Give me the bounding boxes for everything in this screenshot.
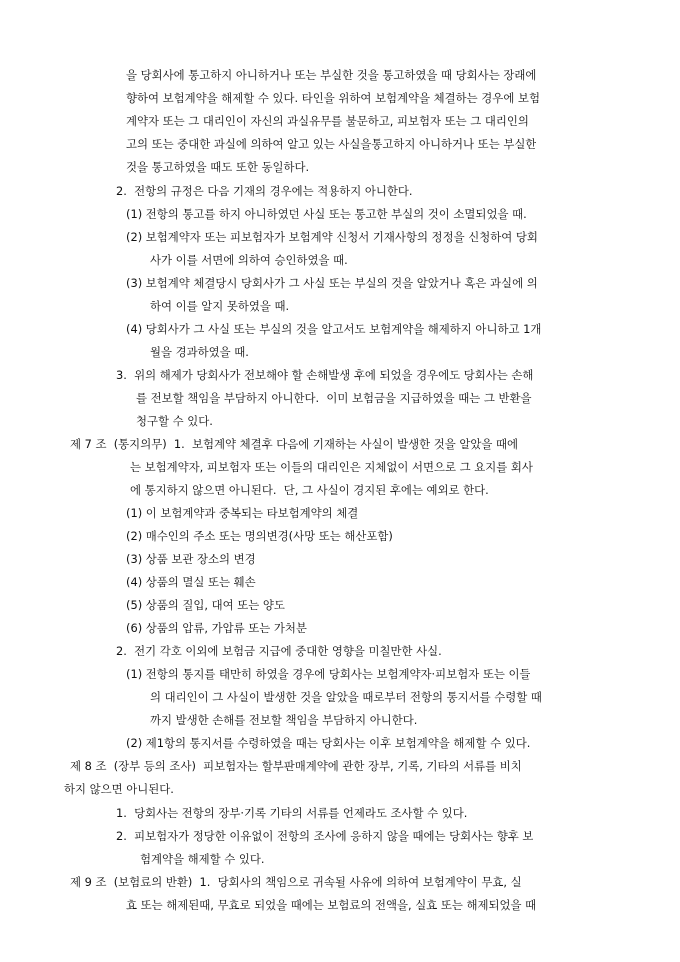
text-line: (4) 상품의 멸실 또는 훼손 — [126, 575, 256, 589]
text-line: (2) 제1항의 통지서를 수령하였을 때는 당회사는 이후 보험계약을 해제할 수 있다. — [126, 736, 531, 750]
text-line: (4) 당회사가 그 사실 또는 부실의 것을 알고서도 보험계약을 해제하지 아니하고 1개 — [126, 322, 542, 336]
text-line: 까지 발생한 손해를 전보할 책임을 부담하지 아니한다. — [150, 713, 418, 727]
text-line: 제 7 조 (통지의무) 1. 보험계약 체결후 다음에 기재하는 사실이 발생한 것을 알았을 때에 — [70, 437, 519, 451]
text-line: 제 9 조 (보험료의 반환) 1. 당회사의 책임으로 귀속될 사유에 의하여 보험계약이 무효, 실 — [70, 875, 522, 889]
text-line: 을 당회사에 통고하지 아니하거나 또는 부실한 것을 통고하였을 때 당회사는 장래에 — [126, 68, 537, 82]
text-line: 의 대리인이 그 사실이 발생한 것을 알았을 때로부터 전항의 통지서를 수령할 때 — [150, 690, 542, 704]
text-line: 계약자 또는 그 대리인이 자신의 과실유무를 불문하고, 피보험자 또는 그 대리인의 — [126, 114, 529, 128]
text-line: (1) 전항의 통고를 하지 아니하였던 사실 또는 통고한 부실의 것이 소멸되었을 때. — [126, 207, 527, 221]
text-line: 를 전보할 책임을 부담하지 아니한다. 이미 보험금을 지급하였을 때는 그 반환을 — [136, 391, 532, 405]
text-line: 2. 전기 각호 이외에 보험금 지급에 중대한 영향을 미칠만한 사실. — [116, 644, 442, 658]
text-line: 효 또는 해제된때, 무효로 되었을 때에는 보험료의 전액을, 실효 또는 해제되었을 때 — [126, 898, 537, 912]
text-line: 1. 당회사는 전항의 장부·기록 기타의 서류를 언제라도 조사할 수 있다. — [116, 806, 468, 820]
text-line: 험계약을 해제할 수 있다. — [140, 852, 265, 866]
text-line: 고의 또는 중대한 과실에 의하여 알고 있는 사실을통고하지 아니하거나 또는 부실한 — [126, 137, 537, 151]
text-line: 는 보험계약자, 피보험자 또는 이들의 대리인은 지체없이 서면으로 그 요지를 회사 — [130, 460, 533, 474]
text-line: 에 통지하지 않으면 아니된다. 단, 그 사실이 경지된 후에는 예외로 한다. — [130, 483, 489, 497]
text-line: 하지 않으면 아니된다. — [64, 782, 174, 796]
text-line: (6) 상품의 압류, 가압류 또는 가처분 — [126, 621, 307, 635]
text-line: 월을 경과하였을 때. — [150, 345, 249, 359]
text-line: 하여 이를 알지 못하였을 때. — [150, 299, 290, 313]
text-line: (3) 상품 보관 장소의 변경 — [126, 552, 256, 566]
text-line: 2. 전항의 규정은 다음 기재의 경우에는 적용하지 아니한다. — [116, 184, 413, 198]
text-line: (3) 보험계약 체결당시 당회사가 그 사실 또는 부실의 것을 알았거나 혹은 과실에 의 — [126, 276, 538, 290]
text-line: 사가 이를 서면에 의하여 승인하였을 때. — [150, 253, 348, 267]
text-line: 제 8 조 (장부 등의 조사) 피보험자는 할부판매계약에 관한 장부, 기록, 기타의 서류를 비치 — [70, 759, 522, 773]
text-line: 3. 위의 해제가 당회사가 전보해야 할 손해발생 후에 되었을 경우에도 당회사는 손해 — [116, 368, 534, 382]
text-line: 청구할 수 있다. — [136, 414, 213, 428]
text-line: (1) 이 보험계약과 중복되는 타보험계약의 체결 — [126, 506, 359, 520]
text-line: 2. 피보험자가 정당한 이유없이 전항의 조사에 응하지 않을 때에는 당회사는 향후 보 — [116, 829, 534, 843]
text-line: (5) 상품의 질입, 대여 또는 양도 — [126, 598, 285, 612]
text-line: 것을 통고하였을 때도 또한 동일하다. — [126, 160, 310, 174]
text-line: 향하여 보험계약을 해제할 수 있다. 타인을 위하여 보험계약을 체결하는 경우에 보험 — [126, 91, 540, 105]
text-line: (2) 보험계약자 또는 피보험자가 보험계약 신청서 기재사항의 정정을 신청하여 당회 — [126, 230, 538, 244]
text-line: (1) 전항의 통지를 태만히 하였을 경우에 당회사는 보험계약자·피보험자 또는 이들 — [126, 667, 531, 681]
text-line: (2) 매수인의 주소 또는 명의변경(사망 또는 해산포함) — [126, 529, 393, 543]
